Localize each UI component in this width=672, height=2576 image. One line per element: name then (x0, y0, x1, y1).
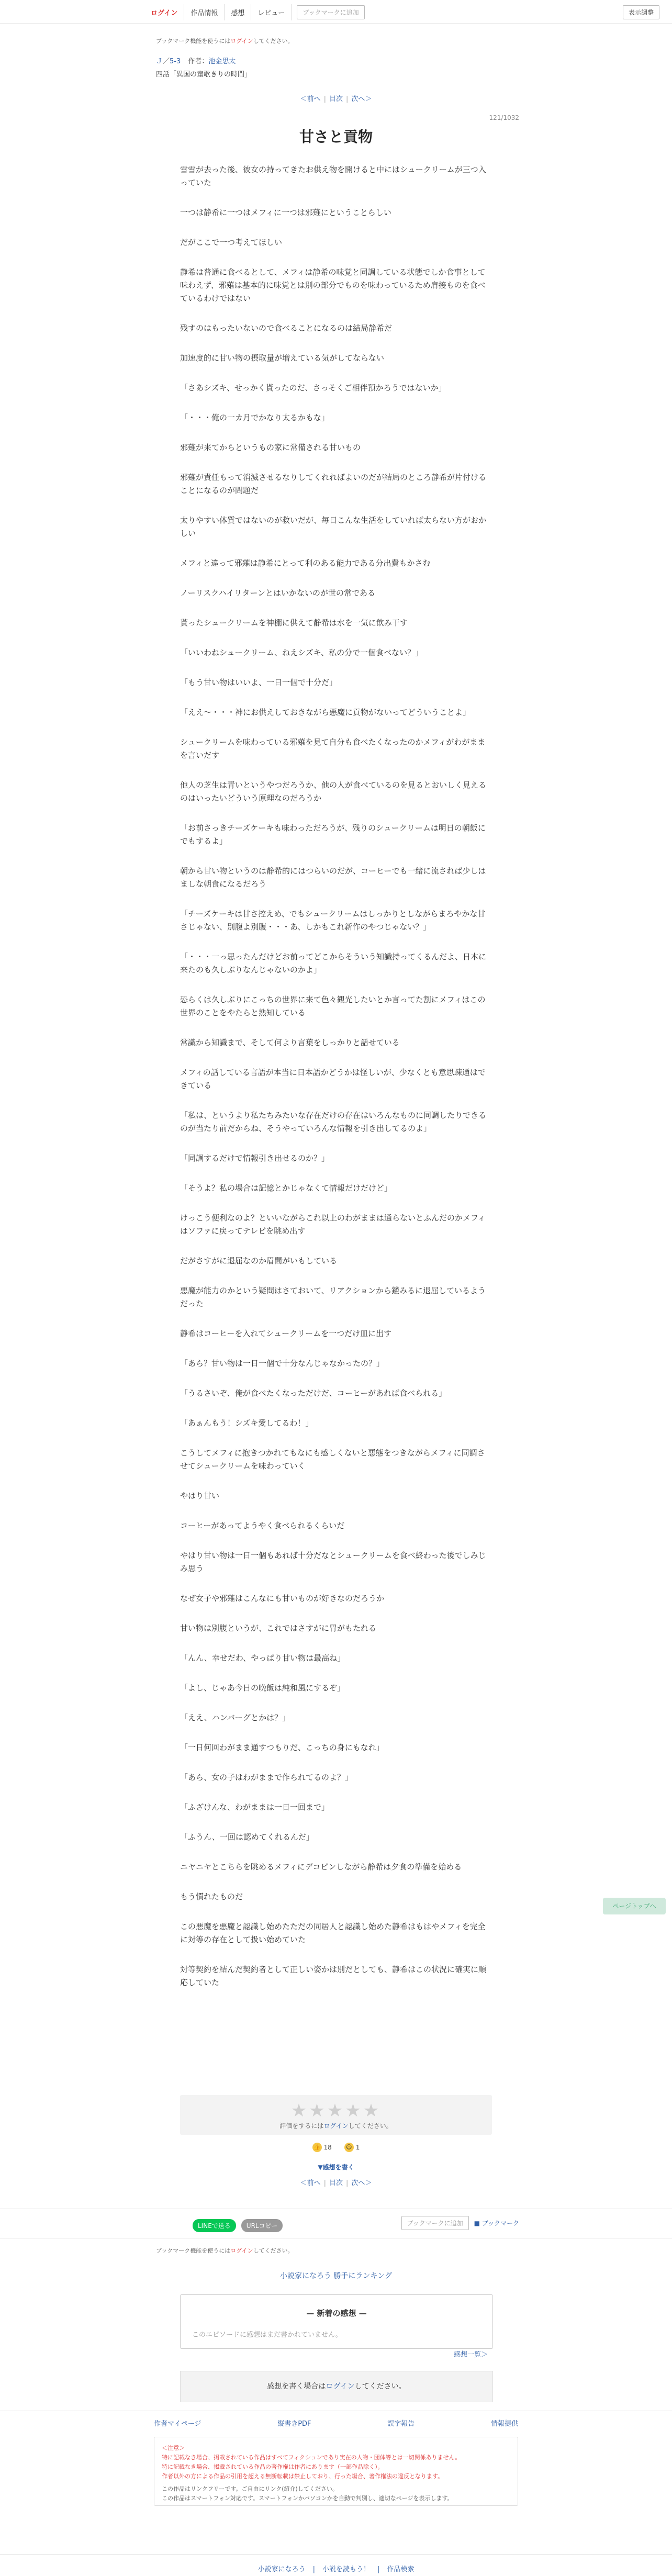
chapter-label: 四話「異国の童歌きりの時間」 (156, 71, 252, 79)
chapter-title: 甘さと貢物 (299, 128, 373, 145)
rating-box (180, 2095, 492, 2135)
novel-paragraph: 常識から知識まで、そして何より言葉をしっかりと話せている (180, 1038, 400, 1047)
new-reviews-title: — 新着の感想 — (306, 2309, 367, 2318)
novel-paragraph: 太りやすい体質ではないのが救いだが、毎日こんな生活をしていれば太らない方がおかしい (180, 516, 487, 538)
page-top-button[interactable]: ページトップへ (603, 1898, 666, 1914)
novel-paragraph: やはり甘い (180, 1491, 220, 1500)
novel-paragraph: 雪雪が去った後、彼女の持ってきたお供え物を開けると中にはシュークリームが三つ入っていた (180, 165, 486, 187)
smile-reaction[interactable] (344, 2143, 360, 2152)
novel-paragraph: 一つは静希に一つはメフィに一つは邪薙にということらしい (180, 208, 391, 217)
line-share-button[interactable]: LINEで送る (193, 2219, 236, 2232)
top-pager: ＜前へ | 目次 | 次へ＞ (300, 95, 372, 103)
novel-paragraph: だがさすがに退屈なのか眉間がいもしている (180, 1256, 338, 1265)
rating-star-icon[interactable]: ★ (363, 2100, 382, 2121)
chapter-number[interactable]: 5-3 (170, 58, 181, 65)
info-provide-link[interactable]: 情報提供 (490, 2420, 518, 2428)
write-review-toggle[interactable]: ▼感想を書く (318, 2164, 354, 2171)
novel-paragraph: 「いいわねシュークリーム、ねえシズキ、私の分で一個食べない？」 (180, 648, 423, 657)
novel-paragraph: 「よし、じゃあ今日の晩飯は純和風にするぞ」 (180, 1683, 345, 1693)
search-link[interactable]: 作品検索 (387, 2566, 415, 2573)
novel-paragraph: 「んん、幸せだわ、やっぱり甘い物は最高ね」 (180, 1653, 345, 1663)
smile-icon: ☺ (344, 2143, 354, 2152)
caution-box (154, 2437, 518, 2506)
novel-paragraph: 静希は普通に食べるとして、メフィは静希の味覚と同調している状態でしか食事として味わえず、邪薙は基本的に味覚とは別の部分でものを味わっているため肩接ものを食べているわけではない (180, 267, 486, 303)
rating-stars[interactable] (180, 2100, 492, 2121)
rating-login-link[interactable]: ログイン (323, 2122, 349, 2130)
novel-paragraph: 邪薙が責任もって消滅させるなりしてくれればよいのだが結局のところ静希が片付けることになるのが問題だ (180, 473, 487, 495)
chapter-meta (156, 55, 251, 79)
novel-paragraph: 「私は、というより私たちみたいな存在だけの存在はいろんなものに同調したりできるのが当たり前だからね、そうやっていろんな情報を引き出してるのよ」 (180, 1111, 487, 1133)
prev-link-bottom[interactable]: ＜前へ (300, 2179, 321, 2187)
bookmark-add-button[interactable]: ブックマークに追加 (297, 5, 364, 19)
work-info-link[interactable]: 作品情報 (184, 4, 225, 20)
review-link[interactable]: レビュー (251, 4, 292, 20)
novel-paragraph: 悪魔が能力のかという疑問はさておいて、リアクションから鑑みるに退屈しているようだった (180, 1286, 486, 1308)
novel-paragraph: もう慣れたものだ (180, 1892, 243, 1901)
review-login-prefix: 感想を書く場合は (267, 2382, 326, 2391)
review-login-box (180, 2371, 493, 2402)
like-count: 18 (323, 2144, 332, 2151)
novel-paragraph: ノーリスクハイリターンとはいかないのが世の常である (180, 588, 376, 598)
rating-star-icon[interactable]: ★ (345, 2100, 363, 2121)
novel-paragraph: 「同調するだけで情報引き出せるのか？」 (180, 1153, 330, 1163)
narou-link[interactable]: 小説家になろう (257, 2566, 306, 2573)
like-reaction[interactable] (312, 2143, 332, 2152)
yomou-link[interactable]: 小説を読もう！ (322, 2566, 370, 2573)
next-link-bottom[interactable]: 次へ＞ (351, 2179, 372, 2187)
novel-paragraph: 残すのはもったいないので食べることになるのは結局静希だ (180, 323, 393, 333)
login-link[interactable]: ログイン (144, 4, 184, 20)
display-settings-button[interactable]: 表示調整 (623, 5, 659, 19)
ranking-link[interactable]: 小説家になろう 勝手にランキング (279, 2272, 393, 2280)
author-mypage-link[interactable]: 作者マイページ (154, 2420, 201, 2428)
novel-paragraph: なぜ女子や邪薙はこんなにも甘いものが好きなのだろうか (180, 1594, 385, 1603)
novel-paragraph: コーヒーがあってようやく食べられるくらいだ (180, 1521, 345, 1530)
novel-paragraph: 甘い物は別腹というが、これではさすがに胃がもたれる (180, 1623, 377, 1633)
caution-line: 特に記載なき場合、掲載されている作品の著作権は作者にあります（一部作品除く）。 (162, 2463, 384, 2470)
novel-paragraph: 「一日何回わがまま通すつもりだ、こっちの身にもなれ」 (180, 1743, 384, 1752)
caution-head: ＜注意＞ (162, 2445, 185, 2451)
novel-paragraph: 「あぁんもう！シズキ愛してるわ！」 (180, 1418, 313, 1428)
typo-report-link[interactable]: 誤字報告 (387, 2420, 415, 2428)
caution-line: 特に記載なき場合、掲載されている作品はすべてフィクションであり実在の人物・団体等とは一切関係ありません。 (162, 2454, 461, 2461)
novel-paragraph: 「もう甘い物はいいよ、一日一個で十分だ」 (180, 678, 338, 687)
novel-paragraph: やはり甘い物は一日一個もあれば十分だなとシュークリームを食べ終わった後でしみじみ思う (180, 1551, 486, 1573)
notice-text: ブックマーク機能を使うには (156, 2247, 231, 2254)
novel-paragraph: 「ええ～・・・神にお供えしておきながら悪魔に貢物がないってどういうことよ」 (180, 708, 471, 717)
novel-paragraph: 「ふうん、一回は認めてくれるんだ」 (180, 1832, 314, 1842)
novel-paragraph: 「あら、女の子はわがままで作られてるのよ？」 (180, 1773, 353, 1782)
rating-star-icon[interactable]: ★ (327, 2100, 345, 2121)
review-login-link[interactable]: ログイン (326, 2382, 355, 2391)
novel-paragraph: 「そうよ？私の場合は記憶とかじゃなくて情報だけだけど」 (180, 1183, 393, 1193)
novel-paragraph: 「・・・俺の一カ月でかなり太るかもな」 (180, 413, 330, 422)
novel-paragraph: シュークリームを味わっている邪薙を見て自分も食べたくなったのかメフィがわがままを言いだす (180, 737, 486, 760)
novel-paragraph: 「さあシズキ、せっかく貰ったのだ、さっそくご相伴預かろうではないか」 (180, 383, 446, 393)
share-row (193, 2219, 283, 2232)
caution-line: この作品はスマートフォン対応です。スマートフォンかパソコンかを自動で判別し、適切なページを表示します。 (162, 2495, 453, 2502)
meta-separator: ／ (163, 58, 170, 65)
caution-line: 作者以外の方による作品の引用を超える無断転載は禁止しており、行った場合、著作権法の違反となります。 (162, 2473, 444, 2480)
novel-body (180, 163, 492, 2006)
rating-star-icon[interactable]: ★ (290, 2100, 309, 2121)
novel-paragraph: 他人の芝生は青いというやつだろうか、他の人が食べているのを見るとおいしく見えるのはいったいどういう原理なのだろうか (180, 780, 487, 803)
novel-paragraph: 朝から甘い物というのは静希的にはつらいのだが、コーヒーでも一緒に流されば少しはましな朝食になるだろう (180, 866, 486, 889)
episode-counter: 121/1032 (489, 114, 519, 121)
next-link[interactable]: 次へ＞ (351, 95, 372, 103)
caution-line: この作品はリンクフリーです。ご自由にリンク(紹介)してください。 (162, 2485, 338, 2492)
novel-paragraph: けっこう便利なのよ？といいながらこれ以上のわがままは通らないとふんだのかメフィはソファに戻ってテレビを眺め出す (180, 1213, 486, 1236)
novel-paragraph: 「ええ、ハンバーグとかは？」 (180, 1713, 290, 1722)
novel-paragraph: この悪魔を悪魔と認識し始めたただの同居人と認識し始めた静希はもはやメフィを完全に対等の存在として扱い始めていた (180, 1922, 486, 1944)
reaction-row (0, 2143, 672, 2152)
thumbs-up-icon: 👍 (312, 2143, 322, 2152)
author-link[interactable]: 池金思太 (208, 58, 236, 65)
novel-paragraph: こうしてメフィに抱きつかれてもなにも感しくないと悪態をつきながらメフィに同調させてシュークリームを味わっていく (180, 1448, 485, 1471)
novel-paragraph: 邪薙が来てからというもの家に常備される甘いもの (180, 443, 361, 452)
prev-link[interactable]: ＜前へ (300, 95, 321, 103)
notice-login-link-bottom[interactable]: ログイン (230, 2247, 253, 2254)
rating-note (180, 2121, 492, 2130)
new-reviews-box (180, 2294, 493, 2349)
bookmark-notice (156, 37, 294, 45)
bottom-pager: ＜前へ | 目次 | 次へ＞ (300, 2179, 372, 2187)
divider (0, 2554, 672, 2555)
novel-paragraph: 貰ったシュークリームを神棚に供えて静希は水を一気に飲み干す (180, 618, 408, 628)
bookmark-link[interactable]: ■ ブックマーク (474, 2220, 519, 2227)
notice-text-suffix: してください。 (253, 38, 294, 44)
smile-count: 1 (355, 2144, 360, 2151)
review-list-link[interactable]: 感想一覧＞ (453, 2351, 488, 2359)
series-link[interactable]: Ｊ (156, 58, 163, 65)
review-login-suffix: してください。 (354, 2382, 406, 2391)
bookmark-notice-bottom (156, 2246, 294, 2255)
rating-note-suffix: してください。 (348, 2122, 393, 2130)
novel-paragraph: 加速度的に甘い物の摂取量が増えている気がしてならない (180, 353, 385, 363)
url-copy-button[interactable]: URLコピー (241, 2219, 283, 2232)
bookmark-row (401, 2216, 520, 2230)
novel-paragraph: ニヤニヤとこちらを眺めるメフィにデコピンしながら静希は夕食の準備を始める (180, 1862, 462, 1872)
novel-paragraph: 静希はコーヒーを入れてシュークリームを一つだけ皿に出す (180, 1329, 392, 1338)
novel-paragraph: 「チーズケーキは甘さ控えめ、でもシュークリームはしっかりとしながらまろやかな甘さじゃない、別腹よ別腹・・・あ、しかもこれ新作のやつじゃない？」 (180, 909, 486, 932)
novel-paragraph: 恐らくは久しぶりにこっちの世界に来て色々観光したいとか言ってた割にメフィはこの世界のことをやたらと熟知している (180, 995, 486, 1017)
novel-paragraph: 対等契約を結んだ契約者として正しい姿かは別だとしても、静希はこの状況に確実に順応していた (180, 1965, 487, 1987)
novel-paragraph: だがここで一つ考えてほしい (180, 238, 283, 247)
novel-paragraph: メフィと違って邪薙は静希にとって利のある能力である分出費もかさむ (180, 558, 431, 568)
top-navigation (0, 0, 672, 24)
novel-paragraph: メフィの話している言語が本当に日本語かどうかは怪しいが、少なくとも意思疎通はできている (180, 1068, 486, 1090)
bookmark-add-field[interactable]: ブックマークに追加 (401, 2216, 469, 2230)
reviews-link[interactable]: 感想 (225, 4, 251, 20)
rating-star-icon[interactable]: ★ (309, 2100, 327, 2121)
footer-links (154, 2418, 518, 2428)
novel-paragraph: 「お前さっきチーズケーキも味わっただろうが、残りのシュークリームは明日の朝飯にでもするよ」 (180, 823, 486, 846)
toc-link-bottom[interactable]: 目次 (329, 2179, 343, 2187)
novel-paragraph: 「うるさいぞ、俺が食べたくなっただけだ、コーヒーがあれば食べられる」 (180, 1388, 447, 1398)
notice-text: ブックマーク機能を使うには (156, 38, 231, 44)
novel-paragraph: 「あら？甘い物は一日一個で十分なんじゃなかったの？」 (180, 1359, 385, 1368)
bottom-links: 小説家になろう | 小説を読もう！ | 作品検索 (257, 2566, 415, 2573)
vertical-pdf-link[interactable]: 縦書きPDF (277, 2420, 311, 2428)
notice-login-link[interactable]: ログイン (230, 38, 253, 44)
no-reviews-text: このエピソードに感想はまだ書かれていません。 (192, 2331, 342, 2339)
toc-link[interactable]: 目次 (329, 95, 343, 103)
author-label: 作者： (188, 58, 209, 65)
notice-text-suffix: してください。 (253, 2247, 294, 2254)
novel-paragraph: 「・・・一っ思ったんだけどお前ってどこからそういう知識持ってくるんだよ、日本に来たのも久しぶりなんじゃないのかよ」 (180, 952, 487, 975)
rating-note-prefix: 評価をするには (279, 2122, 324, 2130)
novel-paragraph: 「ふざけんな、わがままは一日一回まで」 (180, 1802, 330, 1812)
